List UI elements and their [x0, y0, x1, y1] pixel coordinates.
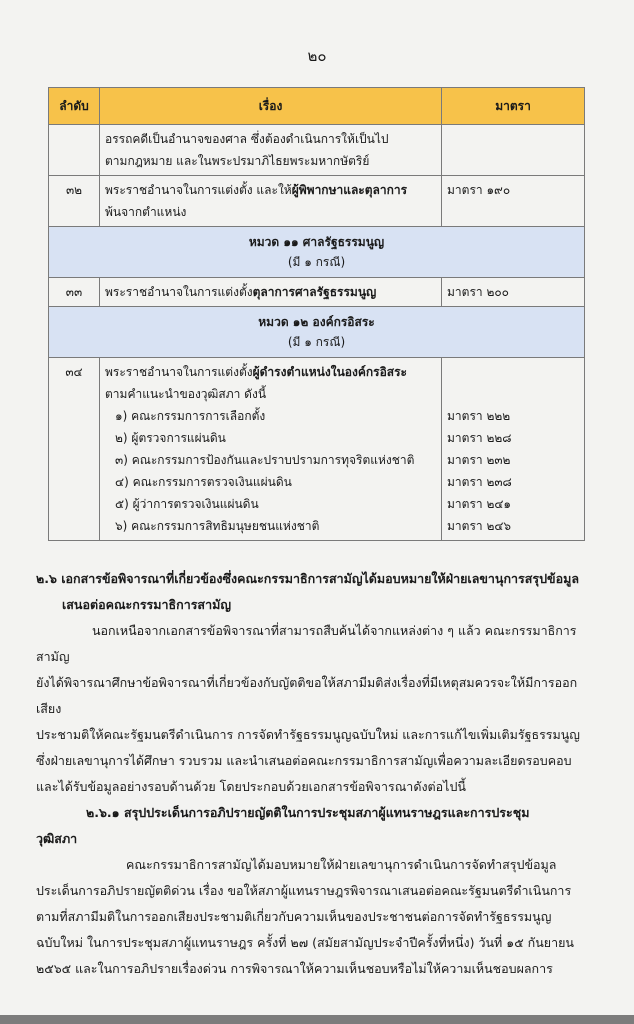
row-subject [100, 358, 442, 541]
law-item: มาตรา ๒๒๒ [447, 409, 511, 423]
header-order: ลำดับ [49, 88, 100, 125]
section-12 [49, 307, 585, 358]
paragraph-line: และได้รับข้อมูลอย่างรอบด้านด้วย โดยประกอบด้วยเอกสารข้อพิจารณาดังต่อไปนี้ [36, 779, 466, 794]
law-item: มาตรา ๒๒๘ [447, 431, 512, 445]
list-item: ๔) คณะกรรมการตรวจเงินแผ่นดิน [115, 475, 292, 489]
bottom-bar [0, 1015, 634, 1024]
row-law [442, 125, 585, 176]
table-row [49, 278, 585, 307]
header-section: มาตรา [442, 88, 585, 125]
subject-bold: ผู้พิพากษาและตุลาการ [291, 183, 408, 197]
list-item: ๖) คณะกรรมการสิทธิมนุษยชนแห่งชาติ [115, 519, 320, 533]
row-subject [100, 125, 442, 176]
list-item: ๕) ผู้ว่าการตรวจเงินแผ่นดิน [115, 497, 259, 511]
section-count: (มี ๑ กรณี) [287, 255, 346, 269]
law-item: มาตรา ๒๔๖ [447, 519, 512, 533]
list-item: ๑) คณะกรรมการการเลือกตั้ง [115, 409, 266, 423]
paragraph-line: ประเด็นการอภิปรายญัตติด่วน เรื่อง ขอให้สภาผู้แทนราษฎรพิจารณาเสนอต่อคณะรัฐมนตรีดำเนินการ [36, 883, 572, 898]
section-row [49, 307, 585, 358]
subject-bold: ผู้ดำรงตำแหน่งในองค์กรอิสระ [252, 365, 408, 379]
table-row [49, 358, 585, 541]
list-item: ๒) ผู้ตรวจการแผ่นดิน [115, 431, 226, 445]
page-number: ๒๐ [307, 47, 327, 65]
list-item: ๓) คณะกรรมการป้องกันและปราบปรามการทุจริตแห่งชาติ [115, 453, 415, 467]
row-number: ๓๔ [49, 358, 100, 541]
section-count: (มี ๑ กรณี) [287, 335, 346, 349]
law-item: มาตรา ๒๓๒ [447, 453, 511, 467]
paragraph-line: นอกเหนือจากเอกสารข้อพิจารณาที่สามารถสืบค้นได้จากแหล่งต่าง ๆ แล้ว คณะกรรมาธิการสามัญ [36, 623, 577, 664]
row-number: ๓๓ [49, 278, 100, 307]
paragraph-line: ๒๕๖๕ และในการอภิปรายเรื่องด่วน การพิจารณาให้ความเห็นชอบหรือไม่ให้ความเห็นชอบผลการ [36, 961, 553, 976]
section-title: หมวด ๑๑ ศาลรัฐธรรมนูญ [248, 235, 385, 249]
subsection-heading: ๒.๖.๑ สรุปประเด็นการอภิปรายญัตติในการประชุมสภาผู้แทนราษฎรและการประชุม [86, 805, 530, 820]
paragraph-line: ยังได้พิจารณาศึกษาข้อพิจารณาที่เกี่ยวข้องกับญัตติขอให้สภามีมติส่งเรื่องที่มีเหตุสมควรจะให้มีการออกเสียง [36, 675, 578, 716]
row-number: ๓๒ [49, 176, 100, 227]
subject-text: พ้นจากตำแหน่ง [105, 205, 187, 219]
body-text [36, 566, 592, 982]
header-subject: เรื่อง [100, 88, 442, 125]
subject-text: พระราชอำนาจในการแต่งตั้ง [105, 365, 253, 379]
row-law: มาตรา ๑๙๐ [442, 176, 585, 227]
subject-bold: ตุลาการศาลรัฐธรรมนูญ [252, 285, 377, 299]
row-subject [100, 176, 442, 227]
table-row [49, 176, 585, 227]
subsection-heading-cont: วุฒิสภา [36, 831, 78, 846]
law-item: มาตรา ๒๔๑ [447, 497, 512, 511]
row-number [49, 125, 100, 176]
row-law [442, 358, 585, 541]
table-header-row [49, 88, 585, 125]
subject-text: ตามคำแนะนำของวุฒิสภา ดังนี้ [105, 387, 267, 401]
section-heading: ๒.๖ เอกสารข้อพิจารณาที่เกี่ยวข้องซึ่งคณะกรรมาธิการสามัญได้มอบหมายให้ฝ่ายเลขานุการสรุปข้อมูล [36, 571, 580, 586]
subject-line: อรรถคดีเป็นอำนาจของศาล ซึ่งต้องดำเนินการให้เป็นไป [105, 132, 389, 146]
section-heading-cont: เสนอต่อคณะกรรมาธิการสามัญ [62, 597, 231, 612]
table-row [49, 125, 585, 176]
row-subject [100, 278, 442, 307]
subject-line: ตามกฎหมาย และในพระปรมาภิไธยพระมหากษัตริย์ [105, 154, 370, 168]
law-item: มาตรา ๒๓๘ [447, 475, 512, 489]
section-11 [49, 227, 585, 278]
row-law: มาตรา ๒๐๐ [442, 278, 585, 307]
subject-text: พระราชอำนาจในการแต่งตั้ง [105, 285, 253, 299]
paragraph-line: ตามที่สภามีมติในการออกเสียงประชามติเกี่ยวกับความเห็นของประชาชนต่อการจัดทำรัฐธรรมนูญ [36, 909, 552, 924]
paragraph-line: ฉบับใหม่ ในการประชุมสภาผู้แทนราษฎร ครั้งที่ ๒๗ (สมัยสามัญประจำปีครั้งที่หนึ่ง) วันที่ ๑๕ กันยายน [36, 935, 574, 950]
paragraph-line: คณะกรรมาธิการสามัญได้มอบหมายให้ฝ่ายเลขานุการดำเนินการจัดทำสรุปข้อมูล [126, 857, 557, 872]
section-row [49, 227, 585, 278]
paragraph-line: ซึ่งฝ่ายเลขานุการได้ศึกษา รวบรวม และนำเสนอต่อคณะกรรมาธิการสามัญเพื่อความละเอียดรอบคอบ [36, 753, 572, 768]
authority-table [48, 87, 585, 541]
subject-text: พระราชอำนาจในการแต่งตั้ง และให้ [105, 183, 292, 197]
paragraph-line: ประชามติให้คณะรัฐมนตรีดำเนินการ การจัดทำรัฐธรรมนูญฉบับใหม่ และการแก้ไขเพิ่มเติมรัฐธรรมนูญ [36, 727, 580, 742]
section-title: หมวด ๑๒ องค์กรอิสระ [258, 315, 375, 329]
